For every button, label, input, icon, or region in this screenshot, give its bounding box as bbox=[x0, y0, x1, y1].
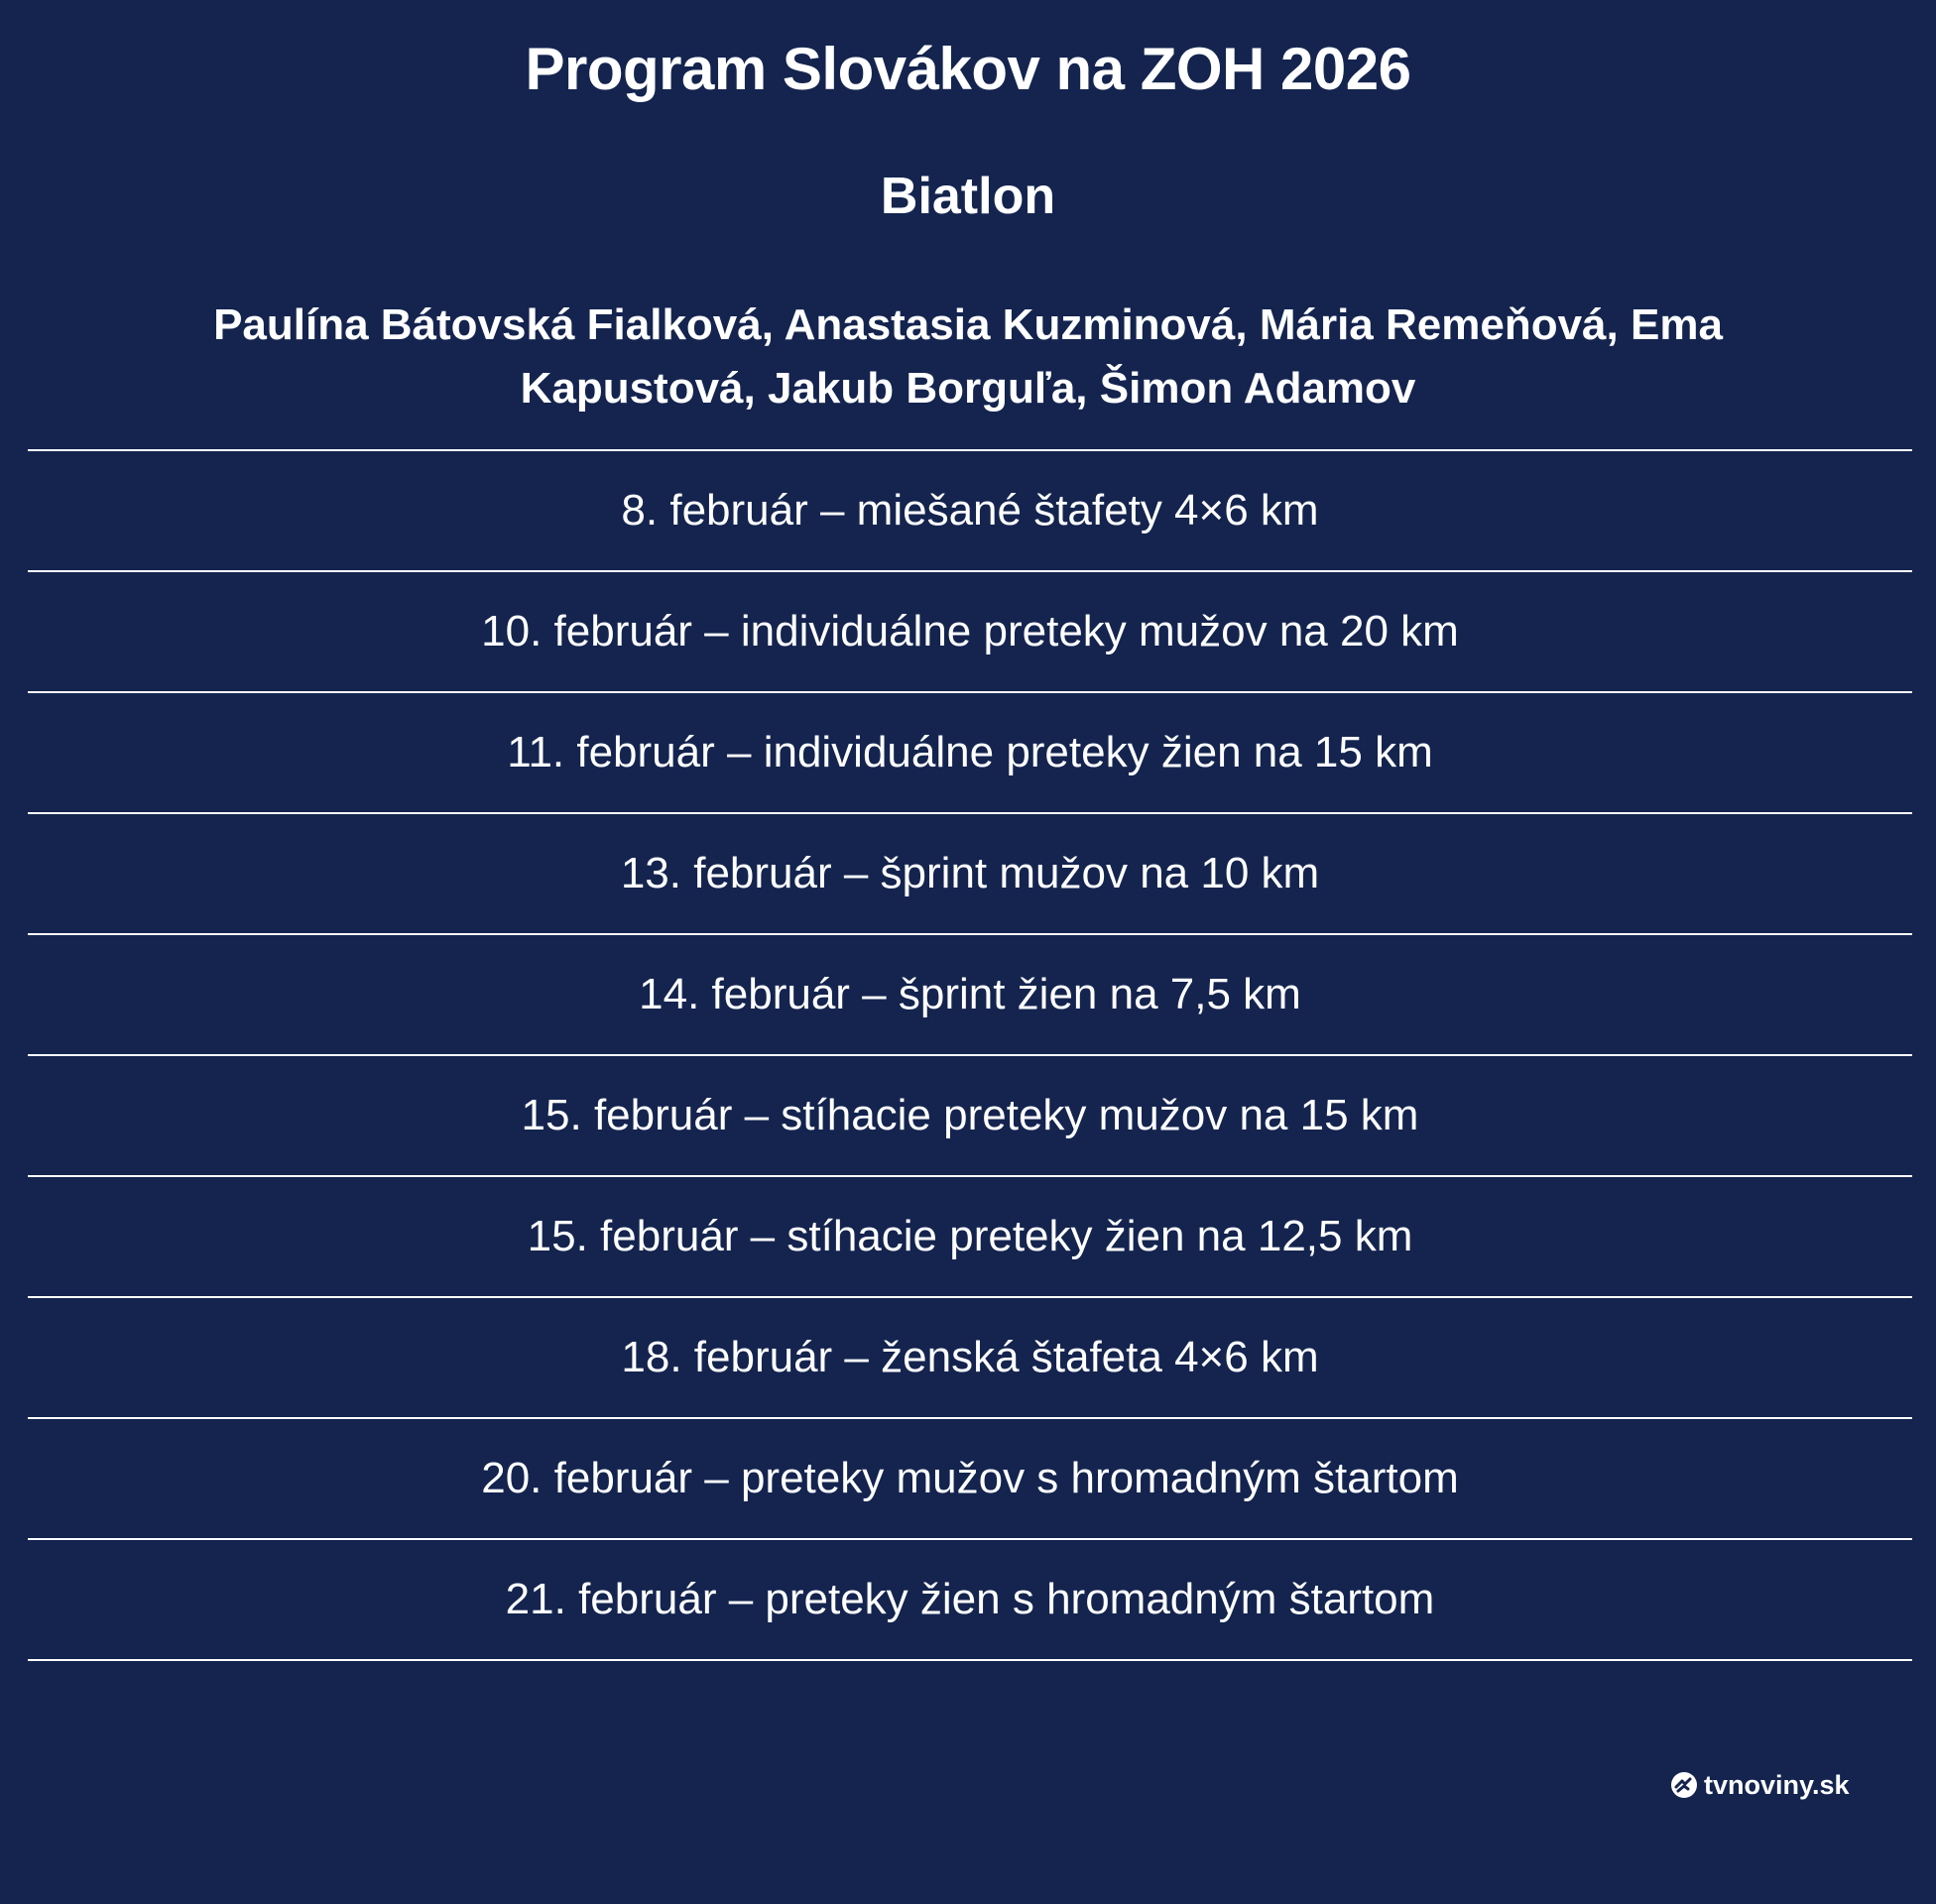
tvnoviny-logo-icon bbox=[1670, 1771, 1698, 1799]
sport-heading: Biatlon bbox=[880, 168, 1056, 225]
schedule-item: 20. február – preteky mužov s hromadným štartom bbox=[28, 1419, 1912, 1540]
athletes-list: Paulína Bátovská Fialková, Anastasia Kuzminová, Mária Remeňová, Ema Kapustová, Jakub Borguľa, Šimon Adamov bbox=[213, 300, 1723, 413]
schedule-item: 14. február – šprint žien na 7,5 km bbox=[28, 935, 1912, 1056]
schedule-list bbox=[28, 449, 1912, 1661]
page-title: Program Slovákov na ZOH 2026 bbox=[525, 36, 1411, 102]
schedule-item: 15. február – stíhacie preteky žien na 12,5 km bbox=[28, 1177, 1912, 1298]
schedule-item: 18. február – ženská štafeta 4×6 km bbox=[28, 1298, 1912, 1419]
schedule-item: 11. február – individuálne preteky žien na 15 km bbox=[28, 693, 1912, 814]
schedule-item: 10. február – individuálne preteky mužov na 20 km bbox=[28, 572, 1912, 693]
brand-label: tvnoviny.sk bbox=[1704, 1769, 1850, 1800]
schedule-item: 8. február – miešané štafety 4×6 km bbox=[28, 451, 1912, 572]
schedule-item: 13. február – šprint mužov na 10 km bbox=[28, 814, 1912, 935]
brand-watermark bbox=[1670, 1765, 1850, 1805]
schedule-item: 21. február – preteky žien s hromadným štartom bbox=[28, 1540, 1912, 1661]
schedule-item: 15. február – stíhacie preteky mužov na 15 km bbox=[28, 1056, 1912, 1177]
